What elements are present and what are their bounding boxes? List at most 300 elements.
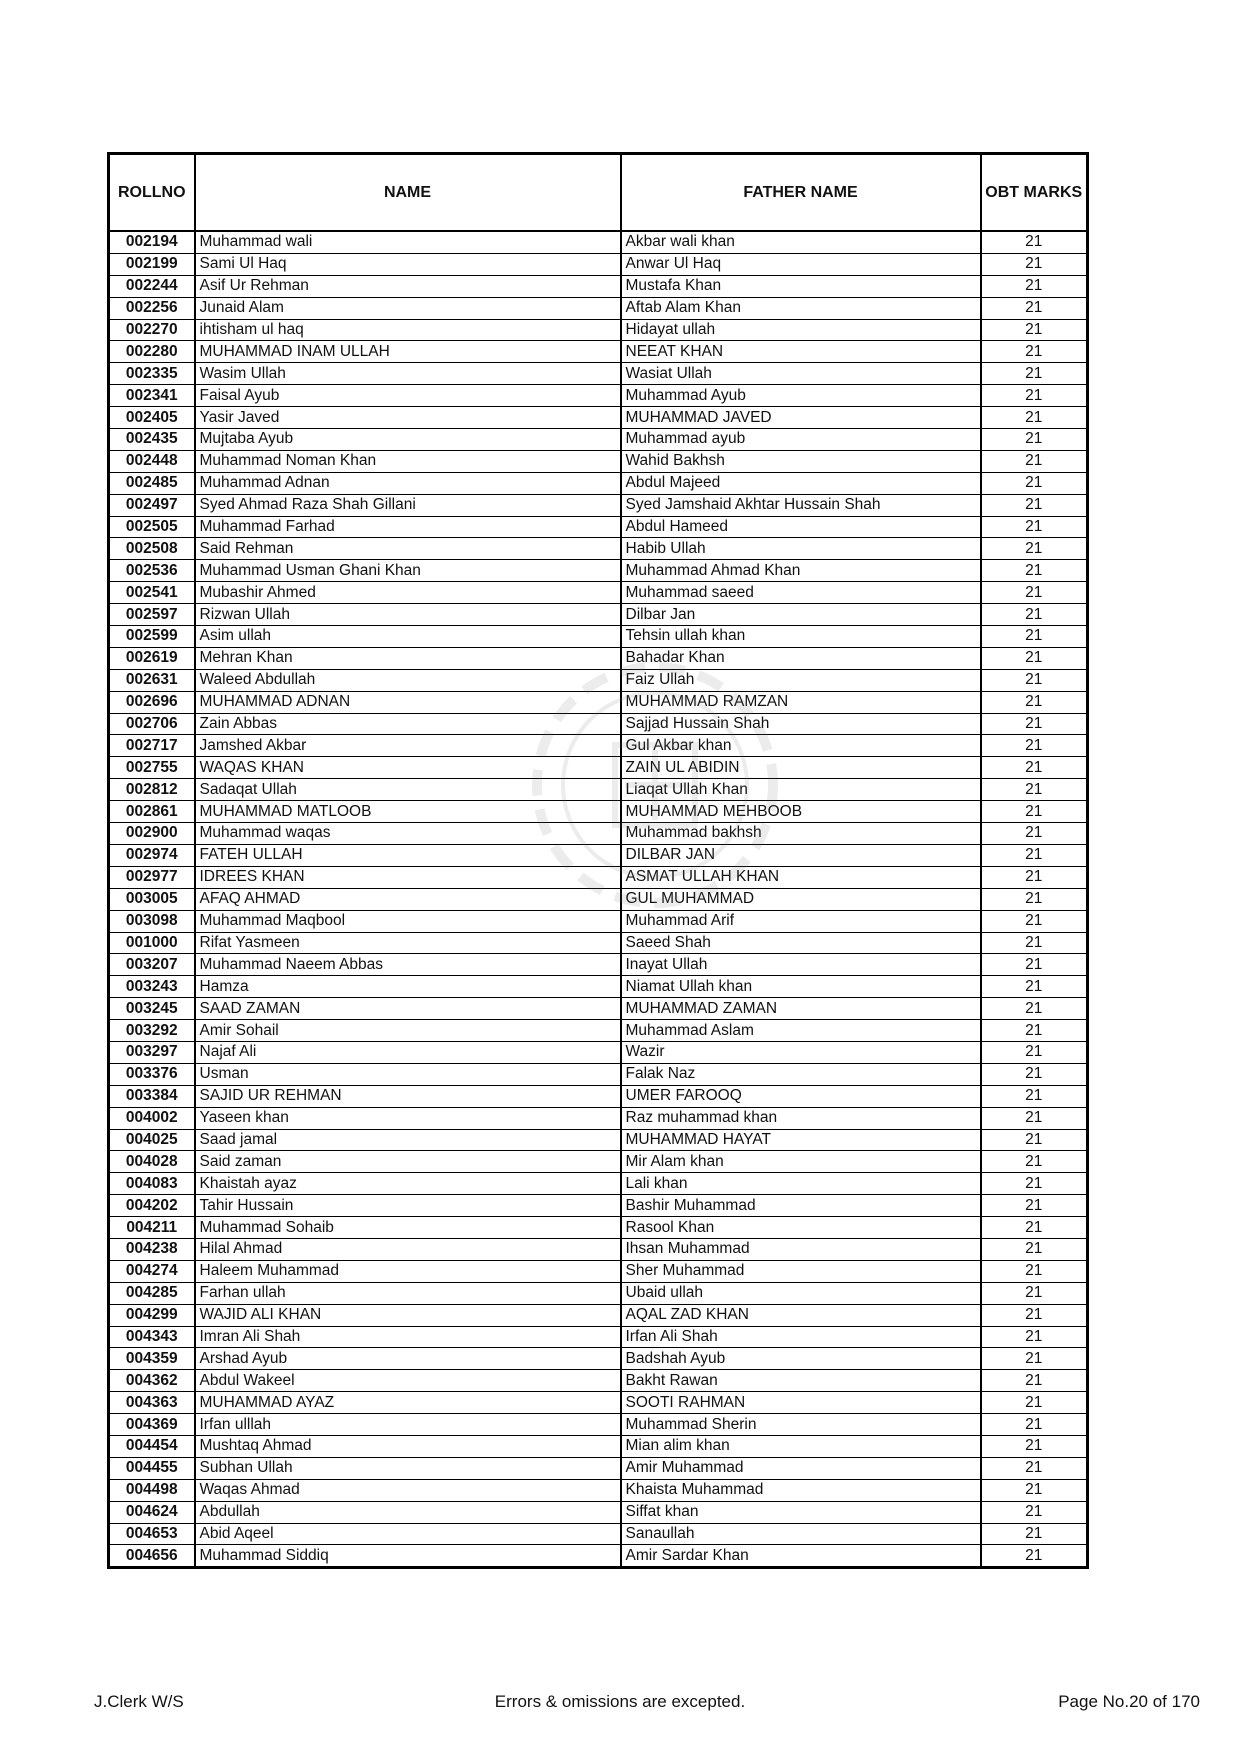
marks-cell: 21 — [981, 844, 1088, 866]
name-cell: Irfan ulllah — [195, 1414, 621, 1436]
father-name-cell: ZAIN UL ABIDIN — [621, 757, 981, 779]
rollno-cell: 002541 — [109, 582, 195, 604]
rollno-cell: 002755 — [109, 757, 195, 779]
marks-cell: 21 — [981, 1107, 1088, 1129]
rollno-cell: 002270 — [109, 319, 195, 341]
father-name-cell: Aftab Alam Khan — [621, 297, 981, 319]
table-row — [109, 1107, 1088, 1129]
table-row — [109, 779, 1088, 801]
father-name-cell: Gul Akbar khan — [621, 735, 981, 757]
rollno-cell: 004656 — [109, 1545, 195, 1568]
table-row — [109, 1151, 1088, 1173]
marks-cell: 21 — [981, 1501, 1088, 1523]
table-row — [109, 910, 1088, 932]
marks-cell: 21 — [981, 626, 1088, 648]
marks-cell: 21 — [981, 231, 1088, 253]
marks-cell: 21 — [981, 1523, 1088, 1545]
father-name-cell: Wahid Bakhsh — [621, 450, 981, 472]
name-cell: ihtisham ul haq — [195, 319, 621, 341]
rollno-cell: 002335 — [109, 363, 195, 385]
marks-cell: 21 — [981, 297, 1088, 319]
rollno-cell: 002244 — [109, 275, 195, 297]
rollno-cell: 002696 — [109, 691, 195, 713]
rollno-cell: 002448 — [109, 450, 195, 472]
rollno-cell: 004359 — [109, 1348, 195, 1370]
table-row — [109, 626, 1088, 648]
name-cell: Sami Ul Haq — [195, 253, 621, 275]
header-name: NAME — [195, 154, 621, 232]
rollno-cell: 002619 — [109, 647, 195, 669]
marks-cell: 21 — [981, 1457, 1088, 1479]
father-name-cell: Anwar Ul Haq — [621, 253, 981, 275]
table-row — [109, 1173, 1088, 1195]
rollno-cell: 004454 — [109, 1435, 195, 1457]
name-cell: Muhammad Noman Khan — [195, 450, 621, 472]
name-cell: Mushtaq Ahmad — [195, 1435, 621, 1457]
table-row — [109, 516, 1088, 538]
name-cell: Zain Abbas — [195, 713, 621, 735]
table-row — [109, 1129, 1088, 1151]
father-name-cell: Ubaid ullah — [621, 1282, 981, 1304]
father-name-cell: Abdul Majeed — [621, 472, 981, 494]
rollno-cell: 004653 — [109, 1523, 195, 1545]
name-cell: Waleed Abdullah — [195, 669, 621, 691]
table-row — [109, 823, 1088, 845]
marks-cell: 21 — [981, 1282, 1088, 1304]
father-name-cell: Raz muhammad khan — [621, 1107, 981, 1129]
marks-cell: 21 — [981, 253, 1088, 275]
father-name-cell: Wazir — [621, 1041, 981, 1063]
rollno-cell: 002497 — [109, 494, 195, 516]
table-row — [109, 407, 1088, 429]
name-cell: SAAD ZAMAN — [195, 998, 621, 1020]
table-row — [109, 866, 1088, 888]
father-name-cell: Muhammad Arif — [621, 910, 981, 932]
name-cell: MUHAMMAD ADNAN — [195, 691, 621, 713]
name-cell: Najaf Ali — [195, 1041, 621, 1063]
rollno-cell: 004025 — [109, 1129, 195, 1151]
table-row — [109, 319, 1088, 341]
marks-cell: 21 — [981, 1414, 1088, 1436]
rollno-cell: 002977 — [109, 866, 195, 888]
marks-cell: 21 — [981, 538, 1088, 560]
name-cell: Haleem Muhammad — [195, 1260, 621, 1282]
marks-cell: 21 — [981, 647, 1088, 669]
father-name-cell: Syed Jamshaid Akhtar Hussain Shah — [621, 494, 981, 516]
marks-cell: 21 — [981, 582, 1088, 604]
rollno-cell: 004369 — [109, 1414, 195, 1436]
table-row — [109, 691, 1088, 713]
rollno-cell: 002812 — [109, 779, 195, 801]
table-row — [109, 713, 1088, 735]
name-cell: Subhan Ullah — [195, 1457, 621, 1479]
table-row — [109, 1479, 1088, 1501]
table-row — [109, 1195, 1088, 1217]
table-row — [109, 647, 1088, 669]
rollno-cell: 004083 — [109, 1173, 195, 1195]
marks-cell: 21 — [981, 1348, 1088, 1370]
rollno-cell: 004285 — [109, 1282, 195, 1304]
table-row — [109, 1435, 1088, 1457]
rollno-cell: 002599 — [109, 626, 195, 648]
father-name-cell: Muhammad ayub — [621, 429, 981, 451]
name-cell: FATEH ULLAH — [195, 844, 621, 866]
marks-cell: 21 — [981, 998, 1088, 1020]
table-row — [109, 735, 1088, 757]
marks-cell: 21 — [981, 713, 1088, 735]
marks-cell: 21 — [981, 604, 1088, 626]
name-cell: Mujtaba Ayub — [195, 429, 621, 451]
rollno-cell: 004028 — [109, 1151, 195, 1173]
table-row — [109, 1414, 1088, 1436]
father-name-cell: Akbar wali khan — [621, 231, 981, 253]
table-row — [109, 1348, 1088, 1370]
marks-cell: 21 — [981, 319, 1088, 341]
marks-cell: 21 — [981, 910, 1088, 932]
father-name-cell: Habib Ullah — [621, 538, 981, 560]
table-row — [109, 231, 1088, 253]
father-name-cell: AQAL ZAD KHAN — [621, 1304, 981, 1326]
rollno-cell: 003376 — [109, 1063, 195, 1085]
footer-clerk: J.Clerk W/S — [94, 1692, 184, 1711]
table-row — [109, 1326, 1088, 1348]
name-cell: AFAQ AHMAD — [195, 888, 621, 910]
table-row — [109, 1238, 1088, 1260]
rollno-cell: 003297 — [109, 1041, 195, 1063]
table-row — [109, 1370, 1088, 1392]
marks-cell: 21 — [981, 757, 1088, 779]
marks-cell: 21 — [981, 1238, 1088, 1260]
name-cell: WAJID ALI KHAN — [195, 1304, 621, 1326]
father-name-cell: Faiz Ullah — [621, 669, 981, 691]
rollno-cell: 002485 — [109, 472, 195, 494]
name-cell: Mubashir Ahmed — [195, 582, 621, 604]
father-name-cell: Wasiat Ullah — [621, 363, 981, 385]
father-name-cell: Mir Alam khan — [621, 1151, 981, 1173]
father-name-cell: Rasool Khan — [621, 1217, 981, 1239]
father-name-cell: Inayat Ullah — [621, 954, 981, 976]
name-cell: Muhammad Usman Ghani Khan — [195, 560, 621, 582]
table-row — [109, 582, 1088, 604]
table-row — [109, 1260, 1088, 1282]
rollno-cell: 004002 — [109, 1107, 195, 1129]
name-cell: Junaid Alam — [195, 297, 621, 319]
rollno-cell: 002194 — [109, 231, 195, 253]
rollno-cell: 004274 — [109, 1260, 195, 1282]
rollno-cell: 002280 — [109, 341, 195, 363]
marks-cell: 21 — [981, 1173, 1088, 1195]
father-name-cell: Amir Sardar Khan — [621, 1545, 981, 1568]
father-name-cell: Sajjad Hussain Shah — [621, 713, 981, 735]
name-cell: Faisal Ayub — [195, 385, 621, 407]
marks-cell: 21 — [981, 1217, 1088, 1239]
father-name-cell: Muhammad saeed — [621, 582, 981, 604]
table-header-row — [109, 154, 1088, 232]
father-name-cell: ASMAT ULLAH KHAN — [621, 866, 981, 888]
name-cell: Rifat Yasmeen — [195, 932, 621, 954]
father-name-cell: MUHAMMAD ZAMAN — [621, 998, 981, 1020]
marks-cell: 21 — [981, 1129, 1088, 1151]
rollno-cell: 002597 — [109, 604, 195, 626]
marks-cell: 21 — [981, 1151, 1088, 1173]
rollno-cell: 002974 — [109, 844, 195, 866]
marks-cell: 21 — [981, 1326, 1088, 1348]
name-cell: Muhammad wali — [195, 231, 621, 253]
marks-cell: 21 — [981, 669, 1088, 691]
father-name-cell: Tehsin ullah khan — [621, 626, 981, 648]
rollno-cell: 002900 — [109, 823, 195, 845]
father-name-cell: Dilbar Jan — [621, 604, 981, 626]
table-row — [109, 1457, 1088, 1479]
table-row — [109, 1085, 1088, 1107]
marks-cell: 21 — [981, 1041, 1088, 1063]
name-cell: Muhammad Adnan — [195, 472, 621, 494]
marks-cell: 21 — [981, 1195, 1088, 1217]
marks-cell: 21 — [981, 516, 1088, 538]
father-name-cell: Siffat khan — [621, 1501, 981, 1523]
father-name-cell: Irfan Ali Shah — [621, 1326, 981, 1348]
rollno-cell: 004202 — [109, 1195, 195, 1217]
rollno-cell: 002861 — [109, 801, 195, 823]
footer-disclaimer: Errors & omissions are excepted. — [494, 1692, 746, 1711]
rollno-cell: 004624 — [109, 1501, 195, 1523]
name-cell: SAJID UR REHMAN — [195, 1085, 621, 1107]
rollno-cell: 002435 — [109, 429, 195, 451]
father-name-cell: Sher Muhammad — [621, 1260, 981, 1282]
name-cell: Imran Ali Shah — [195, 1326, 621, 1348]
father-name-cell: MUHAMMAD HAYAT — [621, 1129, 981, 1151]
table-row — [109, 1063, 1088, 1085]
marks-cell: 21 — [981, 1085, 1088, 1107]
table-row — [109, 932, 1088, 954]
father-name-cell: Muhammad bakhsh — [621, 823, 981, 845]
name-cell: Hilal Ahmad — [195, 1238, 621, 1260]
rollno-cell: 004238 — [109, 1238, 195, 1260]
name-cell: MUHAMMAD MATLOOB — [195, 801, 621, 823]
father-name-cell: Muhammad Aslam — [621, 1020, 981, 1042]
table-row — [109, 560, 1088, 582]
father-name-cell: Muhammad Ayub — [621, 385, 981, 407]
marks-cell: 21 — [981, 1479, 1088, 1501]
marks-cell: 21 — [981, 1392, 1088, 1414]
table-row — [109, 385, 1088, 407]
marks-cell: 21 — [981, 363, 1088, 385]
name-cell: Yaseen khan — [195, 1107, 621, 1129]
rollno-cell: 004498 — [109, 1479, 195, 1501]
name-cell: Arshad Ayub — [195, 1348, 621, 1370]
table-row — [109, 1217, 1088, 1239]
rollno-cell: 003005 — [109, 888, 195, 910]
father-name-cell: Saeed Shah — [621, 932, 981, 954]
name-cell: Jamshed Akbar — [195, 735, 621, 757]
father-name-cell: SOOTI RAHMAN — [621, 1392, 981, 1414]
father-name-cell: Sanaullah — [621, 1523, 981, 1545]
table-row — [109, 1501, 1088, 1523]
rollno-cell: 002706 — [109, 713, 195, 735]
marks-cell: 21 — [981, 1063, 1088, 1085]
father-name-cell: MUHAMMAD MEHBOOB — [621, 801, 981, 823]
table-row — [109, 1523, 1088, 1545]
table-row — [109, 1282, 1088, 1304]
marks-cell: 21 — [981, 407, 1088, 429]
name-cell: Abdul Wakeel — [195, 1370, 621, 1392]
table-row — [109, 253, 1088, 275]
table-row — [109, 1020, 1088, 1042]
name-cell: Abid Aqeel — [195, 1523, 621, 1545]
header-rollno: ROLLNO — [109, 154, 195, 232]
name-cell: Muhammad Farhad — [195, 516, 621, 538]
father-name-cell: NEEAT KHAN — [621, 341, 981, 363]
father-name-cell: Niamat Ullah khan — [621, 976, 981, 998]
table-row — [109, 604, 1088, 626]
name-cell: Amir Sohail — [195, 1020, 621, 1042]
name-cell: Muhammad waqas — [195, 823, 621, 845]
name-cell: MUHAMMAD AYAZ — [195, 1392, 621, 1414]
father-name-cell: Mustafa Khan — [621, 275, 981, 297]
header-father-name: FATHER NAME — [621, 154, 981, 232]
name-cell: Waqas Ahmad — [195, 1479, 621, 1501]
father-name-cell: Muhammad Ahmad Khan — [621, 560, 981, 582]
name-cell: Said zaman — [195, 1151, 621, 1173]
table-row — [109, 341, 1088, 363]
rollno-cell: 003207 — [109, 954, 195, 976]
father-name-cell: Khaista Muhammad — [621, 1479, 981, 1501]
table-row — [109, 450, 1088, 472]
father-name-cell: Amir Muhammad — [621, 1457, 981, 1479]
father-name-cell: Muhammad Sherin — [621, 1414, 981, 1436]
rollno-cell: 004363 — [109, 1392, 195, 1414]
rollno-cell: 002508 — [109, 538, 195, 560]
name-cell: Khaistah ayaz — [195, 1173, 621, 1195]
rollno-cell: 004455 — [109, 1457, 195, 1479]
marks-cell: 21 — [981, 472, 1088, 494]
rollno-cell: 003292 — [109, 1020, 195, 1042]
marks-cell: 21 — [981, 932, 1088, 954]
father-name-cell: Bashir Muhammad — [621, 1195, 981, 1217]
father-name-cell: UMER FAROOQ — [621, 1085, 981, 1107]
name-cell: Hamza — [195, 976, 621, 998]
marks-cell: 21 — [981, 1435, 1088, 1457]
table-row — [109, 429, 1088, 451]
rollno-cell: 004211 — [109, 1217, 195, 1239]
rollno-cell: 003098 — [109, 910, 195, 932]
name-cell: Yasir Javed — [195, 407, 621, 429]
rollno-cell: 002341 — [109, 385, 195, 407]
table-row — [109, 363, 1088, 385]
marks-cell: 21 — [981, 385, 1088, 407]
name-cell: Usman — [195, 1063, 621, 1085]
table-row — [109, 1041, 1088, 1063]
table-row — [109, 494, 1088, 516]
name-cell: Muhammad Maqbool — [195, 910, 621, 932]
father-name-cell: Badshah Ayub — [621, 1348, 981, 1370]
rollno-cell: 002717 — [109, 735, 195, 757]
marks-cell: 21 — [981, 735, 1088, 757]
rollno-cell: 002256 — [109, 297, 195, 319]
table-row — [109, 1545, 1088, 1568]
name-cell: Asif Ur Rehman — [195, 275, 621, 297]
marks-cell: 21 — [981, 888, 1088, 910]
father-name-cell: GUL MUHAMMAD — [621, 888, 981, 910]
marks-cell: 21 — [981, 450, 1088, 472]
marks-cell: 21 — [981, 429, 1088, 451]
rollno-cell: 002199 — [109, 253, 195, 275]
father-name-cell: Bakht Rawan — [621, 1370, 981, 1392]
rollno-cell: 004299 — [109, 1304, 195, 1326]
name-cell: Said Rehman — [195, 538, 621, 560]
name-cell: Saad jamal — [195, 1129, 621, 1151]
name-cell: Wasim Ullah — [195, 363, 621, 385]
name-cell: Sadaqat Ullah — [195, 779, 621, 801]
father-name-cell: DILBAR JAN — [621, 844, 981, 866]
table-row — [109, 976, 1088, 998]
marks-cell: 21 — [981, 954, 1088, 976]
table-row — [109, 801, 1088, 823]
name-cell: Muhammad Sohaib — [195, 1217, 621, 1239]
rollno-cell: 002631 — [109, 669, 195, 691]
name-cell: WAQAS KHAN — [195, 757, 621, 779]
marks-cell: 21 — [981, 1370, 1088, 1392]
rollno-cell: 003384 — [109, 1085, 195, 1107]
name-cell: Muhammad Naeem Abbas — [195, 954, 621, 976]
rollno-cell: 004343 — [109, 1326, 195, 1348]
name-cell: Rizwan Ullah — [195, 604, 621, 626]
table-row — [109, 998, 1088, 1020]
table-row — [109, 1304, 1088, 1326]
table-row — [109, 297, 1088, 319]
rollno-cell: 002536 — [109, 560, 195, 582]
father-name-cell: Hidayat ullah — [621, 319, 981, 341]
marks-cell: 21 — [981, 866, 1088, 888]
marks-cell: 21 — [981, 1304, 1088, 1326]
marks-cell: 21 — [981, 801, 1088, 823]
table-row — [109, 757, 1088, 779]
father-name-cell: Bahadar Khan — [621, 647, 981, 669]
marks-cell: 21 — [981, 275, 1088, 297]
marks-cell: 21 — [981, 1545, 1088, 1568]
father-name-cell: Falak Naz — [621, 1063, 981, 1085]
table-row — [109, 538, 1088, 560]
footer-page-number: Page No.20 of 170 — [1058, 1692, 1200, 1711]
marks-cell: 21 — [981, 1020, 1088, 1042]
marks-cell: 21 — [981, 560, 1088, 582]
father-name-cell: MUHAMMAD JAVED — [621, 407, 981, 429]
father-name-cell: Liaqat Ullah Khan — [621, 779, 981, 801]
father-name-cell: Abdul Hameed — [621, 516, 981, 538]
name-cell: Asim ullah — [195, 626, 621, 648]
table-row — [109, 888, 1088, 910]
table-row — [109, 669, 1088, 691]
name-cell: Mehran Khan — [195, 647, 621, 669]
name-cell: IDREES KHAN — [195, 866, 621, 888]
marks-cell: 21 — [981, 976, 1088, 998]
father-name-cell: Ihsan Muhammad — [621, 1238, 981, 1260]
header-obt-marks: OBT MARKS — [981, 154, 1088, 232]
name-cell: Abdullah — [195, 1501, 621, 1523]
table-row — [109, 844, 1088, 866]
results-table — [107, 152, 1089, 1569]
father-name-cell: Lali khan — [621, 1173, 981, 1195]
marks-cell: 21 — [981, 779, 1088, 801]
table-row — [109, 275, 1088, 297]
rollno-cell: 003243 — [109, 976, 195, 998]
table-row — [109, 1392, 1088, 1414]
rollno-cell: 004362 — [109, 1370, 195, 1392]
marks-cell: 21 — [981, 823, 1088, 845]
rollno-cell: 002505 — [109, 516, 195, 538]
rollno-cell: 002405 — [109, 407, 195, 429]
father-name-cell: Mian alim khan — [621, 1435, 981, 1457]
